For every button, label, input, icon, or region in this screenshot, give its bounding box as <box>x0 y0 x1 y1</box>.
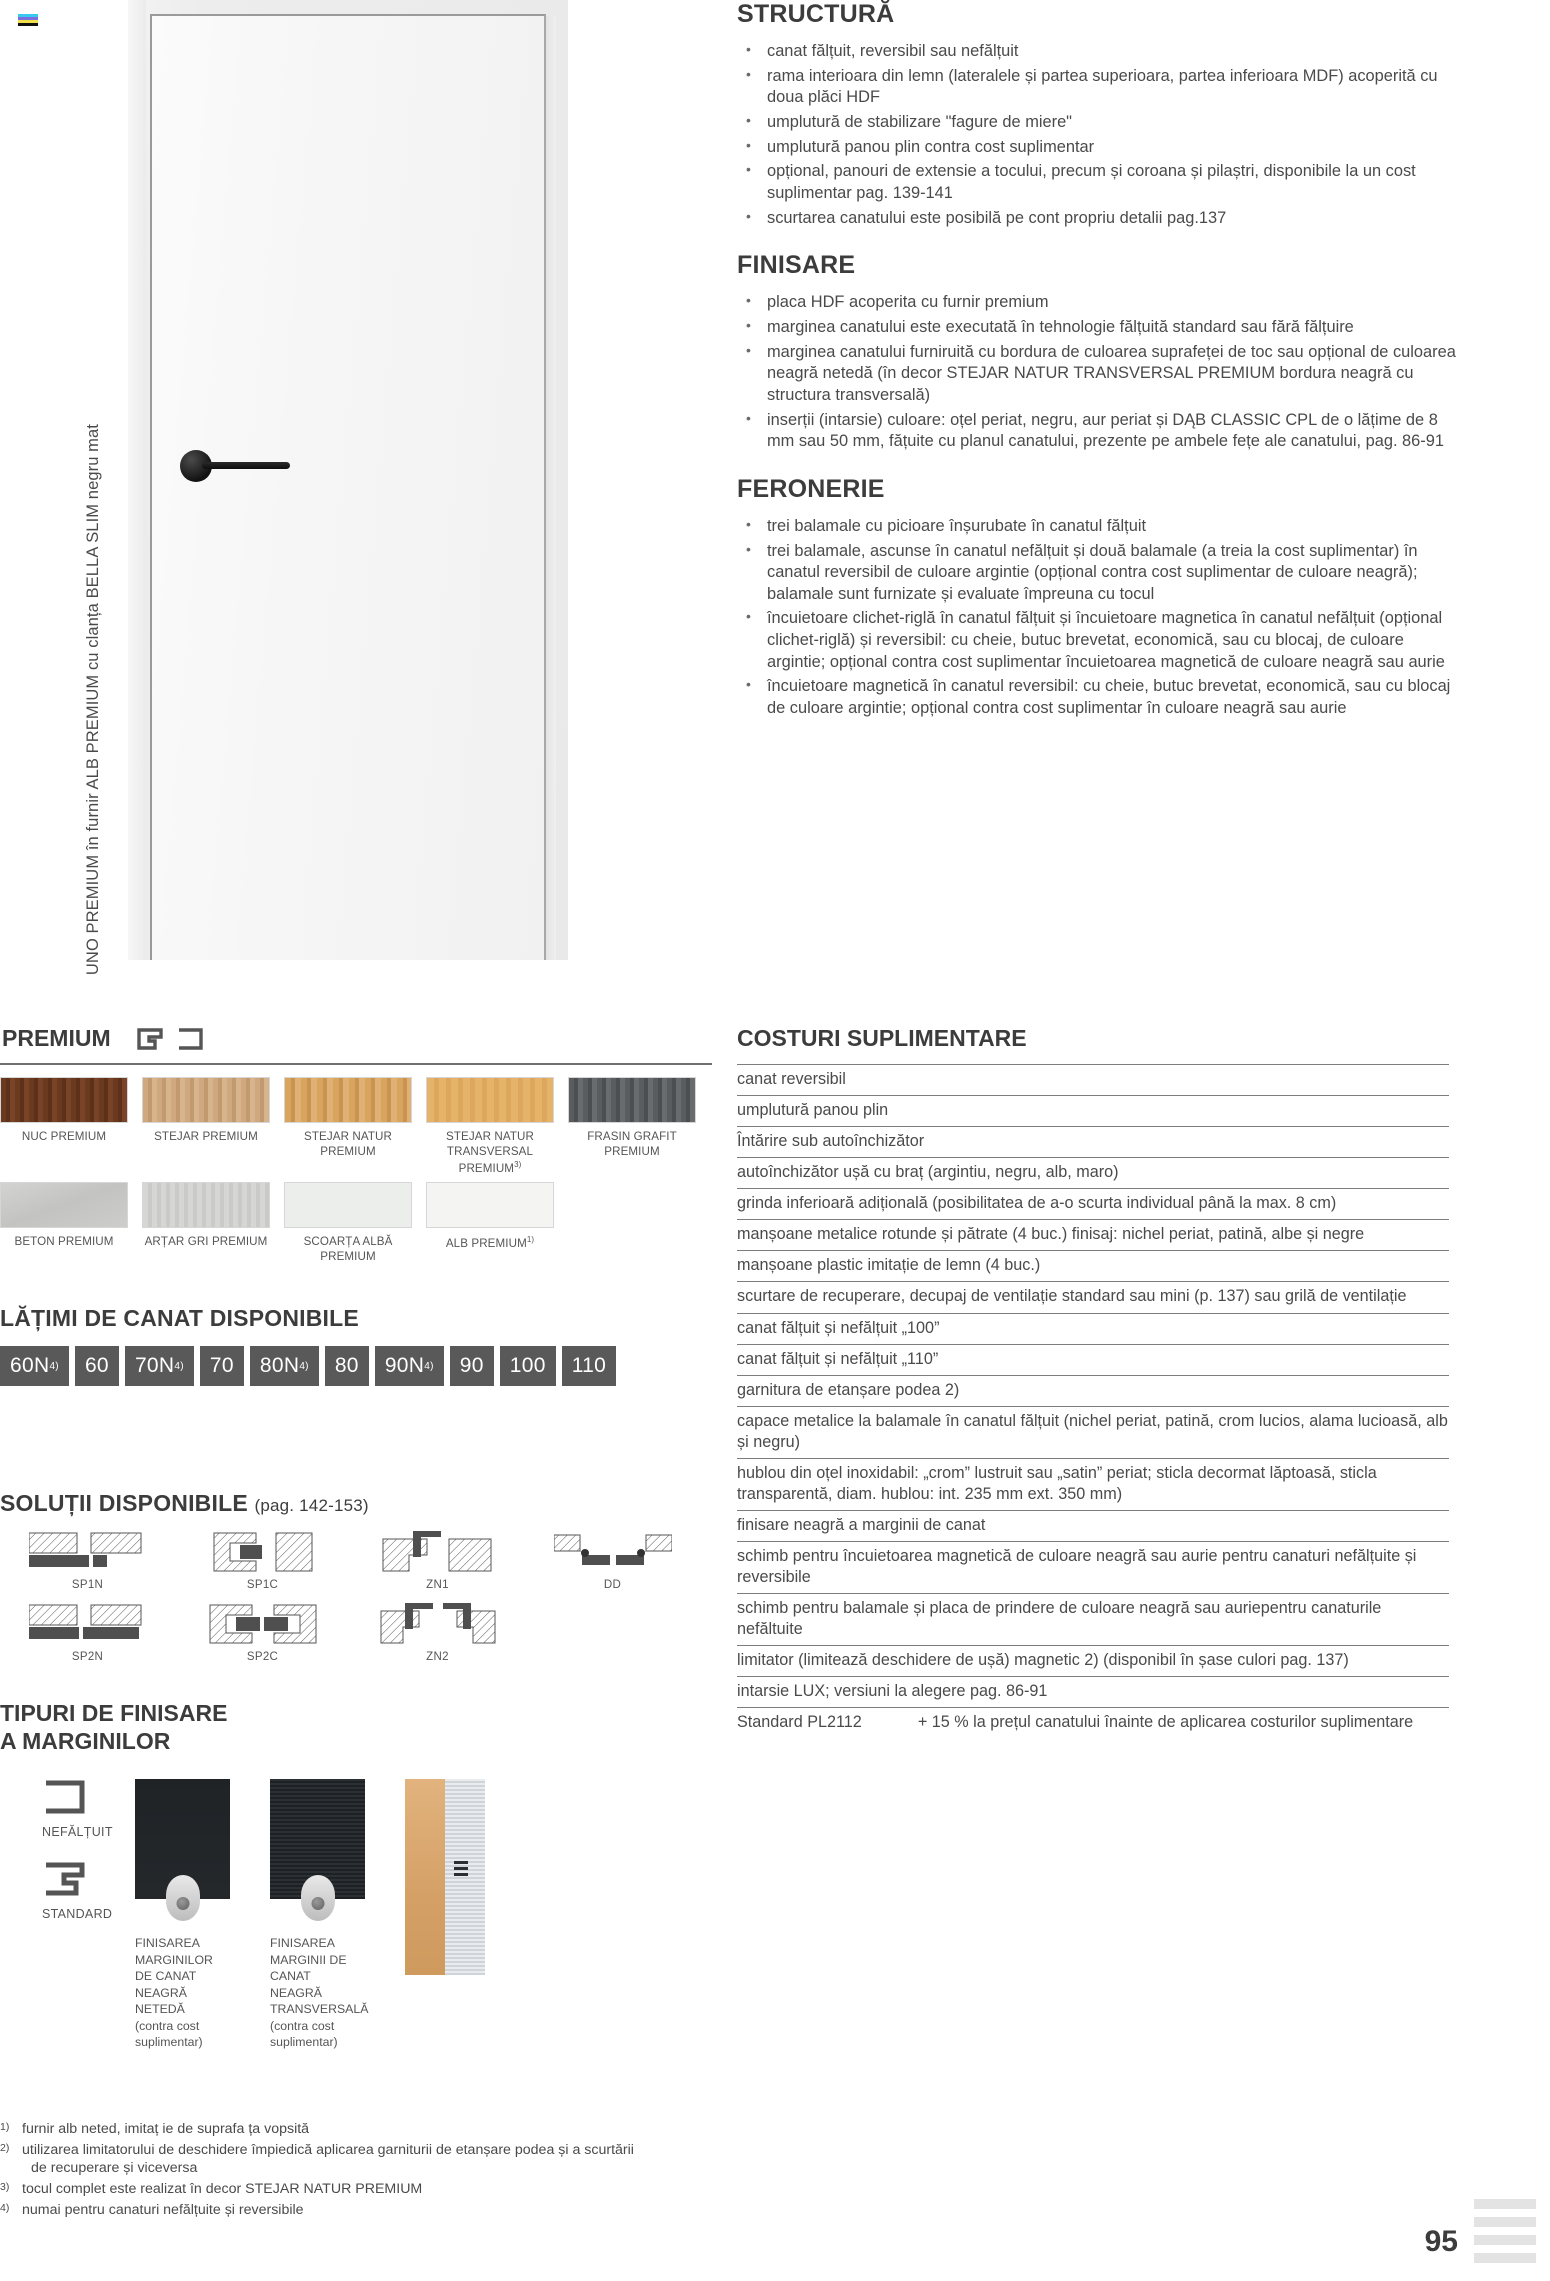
standard-value: + 15 % la prețul canatului înainte de aplicarea costurilor suplimentare <box>917 1713 1414 1732</box>
solutions-grid <box>0 1531 712 1663</box>
width-value: 60N <box>10 1354 50 1377</box>
solution-sp1c[interactable] <box>175 1531 350 1591</box>
swatch-label: ARȚAR GRI PREMIUM <box>144 1235 268 1249</box>
footnote <box>0 2180 740 2199</box>
solutions-row-2 <box>0 1603 712 1663</box>
solutii-title-text: SOLUȚII DISPONIBILE <box>0 1490 248 1516</box>
premium-header <box>0 1025 712 1052</box>
swatch-label: SCOARȚA ALBĂ PREMIUM <box>303 1235 393 1264</box>
solutii-title <box>0 1490 712 1517</box>
marker-bar <box>1474 2235 1536 2245</box>
table-row: autoînchizător ușă cu braț (argintiu, negru, alb, maro) <box>737 1158 1449 1189</box>
swatch-chip <box>0 1182 128 1228</box>
solution-dd[interactable] <box>525 1531 700 1591</box>
solution-label: SP2C <box>246 1651 279 1663</box>
footnotes-block <box>0 2120 740 2222</box>
finish-card-caption <box>135 1935 230 2050</box>
width-value: 80 <box>334 1354 359 1377</box>
veneer-edge-sample <box>405 1779 485 1975</box>
table-row: umplutură panou plin <box>737 1096 1449 1127</box>
table-row: manșoane metalice rotunde și pătrate (4 buc.) finisaj: nichel periat, patină, albe și negre <box>737 1220 1449 1251</box>
latimi-title: LĂȚIMI DE CANAT DISPONIBILE <box>0 1305 359 1331</box>
width-chip[interactable] <box>500 1346 556 1386</box>
marker-bar <box>1474 2253 1536 2263</box>
swatch-beton-premium <box>0 1182 128 1265</box>
width-value: 110 <box>571 1354 607 1377</box>
door-leaf <box>150 14 546 960</box>
swatch-row-1 <box>0 1077 712 1176</box>
nefaltuit-profile-icon <box>42 1779 86 1815</box>
swatch-label-text: ALB PREMIUM <box>445 1237 527 1251</box>
width-value: 90N <box>384 1354 425 1377</box>
list-item: • trei balamale, ascunse în canatul nefălțuit și două balamale (a treia la cost suplimentar) în canatul reversibil de culoare argintie (opțional contra cost suplimentar de culoare neagră); balamale sunt furnizate și evaluate împreuna cu tocul <box>737 541 1457 606</box>
list-item: • marginea canatului este executată în tehnologie fălțuită standard sau fără fălțuire <box>737 317 1457 339</box>
standard-label: Standard PL2112 <box>737 1713 862 1732</box>
width-chip[interactable] <box>325 1346 369 1386</box>
swatch-chip <box>0 1077 128 1123</box>
solution-zn1[interactable] <box>350 1531 525 1591</box>
hero-caption <box>76 0 110 975</box>
finish-sample-image <box>270 1779 365 1899</box>
table-row: garnitura de etanșare podea 2) <box>737 1376 1449 1407</box>
swatch-nuc-premium <box>0 1077 128 1176</box>
width-note: 4) <box>299 1360 309 1372</box>
edge-profiles-column <box>0 1779 135 2050</box>
width-note: 4) <box>49 1360 59 1372</box>
swatch-chip <box>426 1077 554 1123</box>
table-row: intarsie LUX; versiuni la alegere pag. 86-91 <box>737 1677 1449 1708</box>
footnote-num: 3) <box>0 2181 10 2194</box>
solution-label: SP2N <box>71 1651 104 1663</box>
table-row: Întărire sub autoînchizător <box>737 1127 1449 1158</box>
marker-bar <box>1474 2217 1536 2227</box>
edge-profile-label: STANDARD <box>42 1907 113 1922</box>
width-chip[interactable] <box>125 1346 194 1386</box>
width-chip-row <box>0 1346 712 1386</box>
zn1-diagram-icon <box>379 1531 497 1577</box>
solution-sp1n[interactable] <box>0 1531 175 1591</box>
edge-finishing-types-block <box>0 1700 712 2050</box>
swatch-stejar-premium <box>142 1077 270 1176</box>
premium-divider <box>0 1063 712 1065</box>
width-value: 90 <box>459 1354 484 1377</box>
available-widths-block <box>0 1305 712 1386</box>
table-row: hublou din oțel inoxidabil: „crom” lustruit sau „satin” periat; sticla decormat lăptoasă, sticla transparentă, diam. hublou: int. 235 mm ext. 350 mm) <box>737 1459 1449 1511</box>
finish-card-transversal <box>270 1779 369 2050</box>
table-row: capace metalice la balamale în canatul fălțuit (nichel periat, patină, crom lucios, alama lucioasă, alb și negru) <box>737 1407 1449 1459</box>
hero-caption-text: UNO PREMIUM în furnir ALB PREMIUM cu clanța BELLA SLIM negru mat <box>83 423 102 975</box>
finish-caption-note: (contra cost suplimentar) <box>135 2018 203 2049</box>
table-row: schimb pentru încuietoarea magnetică de culoare neagră sau aurie pentru canaturi nefălțuite și reversibile <box>737 1542 1449 1594</box>
solution-sp2c[interactable] <box>175 1603 350 1663</box>
footnote-num: 2) <box>0 2141 10 2154</box>
swatch-stejar-natur-premium <box>284 1077 412 1176</box>
rebate-nefaltuit-icon <box>177 1028 203 1050</box>
premium-title: PREMIUM <box>2 1025 111 1051</box>
width-value: 70N <box>134 1354 175 1377</box>
list-item: • placa HDF acoperita cu furnir premium <box>737 292 1457 314</box>
section-title-finisare: FINISARE <box>737 251 856 280</box>
width-value: 70 <box>209 1354 234 1377</box>
edge-profile-label: NEFĂLȚUIT <box>42 1825 113 1840</box>
width-note: 4) <box>424 1360 434 1372</box>
swatch-alb-premium <box>426 1182 554 1265</box>
footnote-num: 1) <box>0 2121 10 2133</box>
swatch-label-text: STEJAR NATUR TRANSVERSAL PREMIUM <box>446 1130 534 1175</box>
width-chip[interactable] <box>450 1346 494 1386</box>
list-item: • canat fălțuit, reversibil sau nefălțuit <box>737 41 1457 63</box>
swatch-label: STEJAR NATUR PREMIUM <box>304 1130 392 1158</box>
list-item: • inserții (intarsie) culoare: oțel periat, negru, aur periat și DĄB CLASSIC CPL de o lățime de 8 mm sau 50 mm, fățuite cu planul canatului, prezente pe ambele fețe ale canatului, pag. 86-91 <box>737 410 1457 453</box>
list-item: • marginea canatului furniruită cu bordura de culoarea suprafeței de toc sau opțional de culoarea neagră netedă (în decor STEJAR NATUR TRANSVERSAL PREMIUM bordura neagră cu structura transversală) <box>737 342 1457 407</box>
swatch-row-2 <box>0 1182 712 1265</box>
door-handle <box>180 446 290 486</box>
swatch-note: 1) <box>526 1235 535 1245</box>
finish-sample-image <box>135 1779 230 1899</box>
footnote-text: numai pentru canaturi nefălțuite și reversibile <box>22 2201 304 2218</box>
list-item: • opțional, panouri de extensie a tocului, precum și coroana și pilaștri, disponibile la un cost suplimentar pag. 139-141 <box>737 161 1457 204</box>
swatch-chip <box>426 1182 554 1228</box>
footnote <box>0 2141 740 2178</box>
list-item: • încuietoare clichet-riglă în canatul fălțuit și încuietoare magnetica în canatul nefălțuit (opțional clichet-riglă) și reversibil: cu cheie, butuc brevetat, economică, sau cu blocaj, de culoare argintie; opțional contra cost suplimentar încuietoarea magnetică de culoare neagră sau aurie <box>737 608 1457 673</box>
width-chip[interactable] <box>200 1346 244 1386</box>
solution-label: SP1C <box>246 1579 279 1591</box>
sp2c-diagram-icon <box>204 1603 322 1649</box>
hero-door-photo-block <box>0 0 700 975</box>
table-row: canat fălțuit și nefălțuit „100” <box>737 1314 1449 1345</box>
solution-sp2n[interactable] <box>0 1603 175 1663</box>
edge-profile-nefaltuit <box>42 1779 135 1839</box>
footnote-continuation: de recuperare și viceversa <box>31 2160 198 2177</box>
available-solutions-block <box>0 1490 712 1663</box>
width-chip[interactable] <box>75 1346 119 1386</box>
page-marker-bars <box>1474 2199 1536 2263</box>
handle-lever-icon <box>202 462 290 469</box>
finish-caption-text: FINISAREA MARGINILOR DE CANAT NEAGRĂ NETEDĂ <box>135 1936 213 2017</box>
solution-zn2[interactable] <box>350 1603 525 1663</box>
swatch-label: STEJAR PREMIUM <box>154 1130 258 1143</box>
zn2-diagram-icon <box>379 1603 497 1649</box>
rebate-standard-icon <box>137 1028 163 1050</box>
costuri-title: COSTURI SUPLIMENTARE <box>737 1025 1027 1051</box>
width-chip[interactable] <box>562 1346 616 1386</box>
table-row: limitator (limitează deschidere de ușă) magnetic 2) (disponibil în șase culori pag. 137) <box>737 1646 1449 1677</box>
footnote <box>0 2120 740 2139</box>
width-chip[interactable] <box>375 1346 444 1386</box>
solutions-row-1 <box>0 1531 712 1591</box>
veneer-inlay-icon <box>454 1858 468 1876</box>
structura-list <box>737 41 1457 229</box>
solution-label: SP1N <box>71 1579 104 1591</box>
finish-card-caption <box>270 1935 369 2050</box>
list-item: • rama interioara din lemn (lateralele și partea superioara, partea inferioara MDF) acoperită cu doua plăci HDF <box>737 66 1457 109</box>
swatch-artar-gri-premium <box>142 1182 270 1265</box>
swatch-label <box>426 1130 554 1176</box>
door-photo <box>128 0 568 960</box>
sp1n-diagram-icon <box>29 1531 147 1577</box>
sp1c-diagram-icon <box>204 1531 322 1577</box>
edge-profile-standard <box>42 1861 135 1921</box>
section-title-structura: STRUCTURĂ <box>737 0 895 28</box>
width-note: 4) <box>174 1360 184 1372</box>
section-title-feronerie: FERONERIE <box>737 474 885 503</box>
list-item: • încuietoare magnetică în canatul reversibil: cu cheie, butuc brevetat, economică, sau cu blocaj de culoare argintie; opțional contra cost suplimentar în culoare neagră sau aurie <box>737 676 1457 719</box>
solution-label: ZN1 <box>426 1579 449 1591</box>
finisare-list <box>737 292 1457 453</box>
width-value: 100 <box>509 1354 546 1377</box>
swatch-chip <box>284 1182 412 1228</box>
additional-costs-table <box>737 1025 1449 1738</box>
finish-caption-note: (contra cost suplimentar) <box>270 2018 338 2049</box>
finish-caption-text: FINISAREA MARGINII DE CANAT NEAGRĂ TRANSVERSALĂ <box>270 1936 369 2017</box>
list-item: • trei balamale cu picioare înșurubate în canatul fălțuit <box>737 516 1457 538</box>
footnote-text: furnir alb neted, imitaț ie de suprafa ța vopsită <box>22 2121 310 2137</box>
table-row: canat reversibil <box>737 1064 1449 1096</box>
list-item: • umplutură panou plin contra cost suplimentar <box>737 137 1457 159</box>
table-row: scurtare de recuperare, decupaj de ventilație standard sau mini (p. 137) sau grilă de ventilație <box>737 1282 1449 1313</box>
table-row: canat fălțuit și nefălțuit „110” <box>737 1345 1449 1376</box>
footnote-text: tocul complet este realizat în decor STEJAR NATUR PREMIUM <box>22 2181 423 2198</box>
table-row: grinda inferioară adițională (posibilitatea de a-o scurta individual până la max. 8 cm) <box>737 1189 1449 1220</box>
width-chip[interactable] <box>250 1346 319 1386</box>
specifications-column <box>737 0 1457 723</box>
tipuri-title-line1: TIPURI DE FINISARE <box>0 1700 228 1726</box>
tipuri-body <box>0 1779 712 2050</box>
swatch-label: BETON PREMIUM <box>14 1235 114 1249</box>
footnote <box>0 2201 740 2220</box>
dd-diagram-icon <box>554 1531 672 1577</box>
solution-label: ZN2 <box>426 1651 449 1663</box>
door-wall-left <box>128 0 146 960</box>
swatch-chip <box>142 1182 270 1228</box>
veneer-wood-half <box>405 1779 445 1975</box>
footnote-text: utilizarea limitatorului de deschidere împiedică aplicarea garniturii de etanșare podea și a scurtării <box>22 2141 634 2158</box>
table-row: finisare neagră a marginii de canat <box>737 1511 1449 1542</box>
swatch-stejar-natur-transversal-premium <box>426 1077 554 1176</box>
feronerie-list <box>737 516 1457 720</box>
swatch-frasin-grafit-premium <box>568 1077 696 1176</box>
list-item: • umplutură de stabilizare "fagure de miere" <box>737 112 1457 134</box>
footnote-num: 4) <box>0 2201 10 2214</box>
swatch-note: 3) <box>514 1159 522 1169</box>
list-item: • scurtarea canatului este posibilă pe cont propriu detalii pag.137 <box>737 208 1457 230</box>
swatch-scoarta-alba-premium <box>284 1182 412 1265</box>
handle-knob-icon <box>301 1875 335 1921</box>
solution-label: DD <box>603 1579 622 1591</box>
table-row-standard <box>737 1708 1449 1738</box>
table-row: schimb pentru balamale și placa de prindere de culoare neagră sau auriepentru canaturile nefăltuite <box>737 1594 1449 1646</box>
finish-card-smooth <box>135 1779 230 2050</box>
swatch-chip <box>568 1077 696 1123</box>
width-value: 80N <box>259 1354 300 1377</box>
table-row: manșoane plastic imitație de lemn (4 buc.) <box>737 1251 1449 1282</box>
veneer-metal-half <box>445 1779 485 1975</box>
tipuri-title-line2: A MARGINILOR <box>0 1727 171 1754</box>
premium-decors-block <box>0 1025 712 1265</box>
marker-bar <box>1474 2199 1536 2209</box>
swatch-chip <box>142 1077 270 1123</box>
swatch-label <box>426 1235 554 1252</box>
sp2n-diagram-icon <box>29 1603 147 1649</box>
swatch-label: FRASIN GRAFIT PREMIUM <box>587 1130 677 1158</box>
swatch-chip <box>284 1077 412 1123</box>
edge-type-icons <box>137 1028 203 1050</box>
solutii-subtitle: (pag. 142-153) <box>254 1496 369 1515</box>
handle-knob-icon <box>166 1875 200 1921</box>
swatch-label: NUC PREMIUM <box>21 1130 107 1143</box>
standard-profile-icon <box>42 1861 86 1897</box>
width-chip[interactable] <box>0 1346 69 1386</box>
page-number: 95 <box>1424 2225 1458 2258</box>
width-value: 60 <box>84 1354 109 1377</box>
